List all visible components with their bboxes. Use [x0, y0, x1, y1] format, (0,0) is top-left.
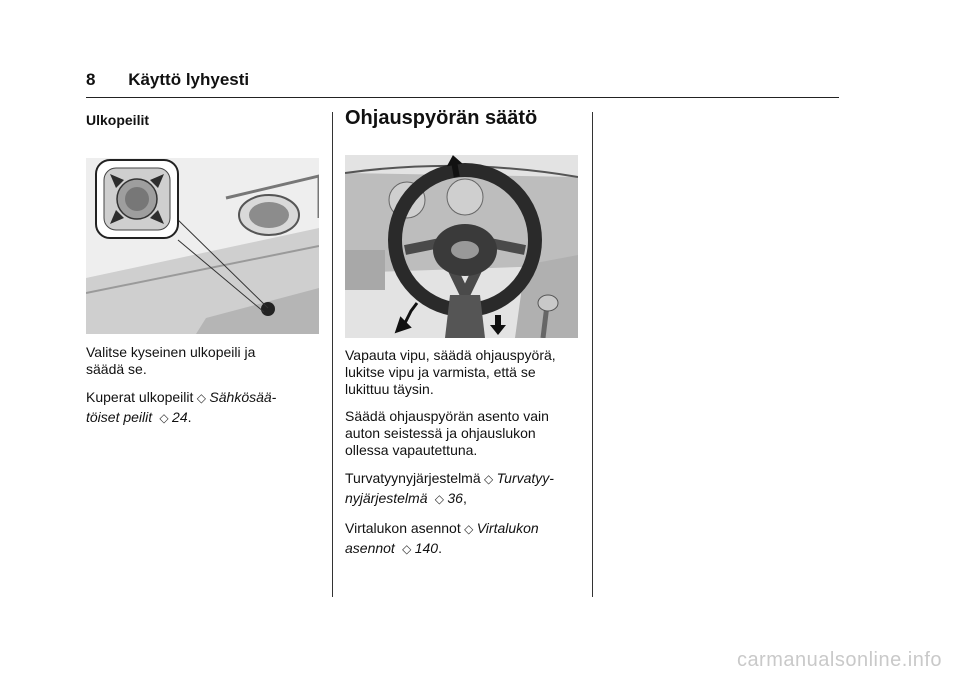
page-header [86, 70, 249, 90]
convex-mirrors-text: Kuperat ulkopeilit [86, 389, 194, 405]
watermark: carmanualsonline.info [736, 649, 942, 671]
airbag-paragraph [345, 469, 585, 509]
link-power-mirrors[interactable]: Sähkösää- töiset peilit [86, 389, 277, 425]
reference-diamond-icon: ◇ [434, 492, 444, 506]
reference-diamond-icon: ◇ [159, 411, 169, 425]
left-column [86, 112, 321, 129]
airbag-text: Turvatyynyjärjestelmä [345, 470, 481, 486]
page-ref-36[interactable]: 36 [447, 490, 463, 506]
reference-diamond-icon: ◇ [464, 522, 474, 536]
reference-diamond-icon: ◇ [196, 391, 207, 405]
page-number: 8 [86, 70, 96, 89]
mirror-illustration [86, 158, 319, 334]
mirrors-instruction: Valitse kyseinen ulkopeili ja säädä se. [86, 344, 256, 377]
header-rule [86, 97, 839, 98]
page-title: Käyttö lyhyesti [128, 70, 250, 89]
punctuation: . [187, 409, 192, 425]
ignition-text: Virtalukon asennot [345, 520, 461, 536]
page-ref-24[interactable]: 24 [172, 409, 188, 425]
page-ref-140[interactable]: 140 [414, 540, 439, 556]
punctuation: , [462, 490, 467, 506]
steering-instruction: Vapauta vipu, säädä ohjauspyörä, lukitse vipu ja varmista, että se lukittuu täysin. [345, 347, 556, 397]
middle-column-text [345, 347, 585, 569]
link-ignition-positions[interactable]: Virtalukon asennot [345, 520, 539, 556]
ignition-paragraph [345, 519, 585, 559]
column-divider-left [332, 112, 333, 597]
mirror-figure [86, 158, 319, 334]
convex-mirrors-paragraph [86, 388, 321, 428]
steering-caution: Säädä ohjauspyörän asento vain auton seistessä ja ohjauslukon ollessa vapautettuna. [345, 408, 549, 458]
column-divider-right [592, 112, 593, 597]
steering-figure [345, 155, 578, 338]
left-column-text [86, 344, 321, 438]
punctuation: . [438, 540, 442, 556]
middle-column [345, 107, 585, 129]
reference-diamond-icon: ◇ [484, 472, 494, 486]
steering-illustration [345, 155, 578, 338]
section-heading-steering: Ohjauspyörän säätö [345, 107, 538, 129]
reference-diamond-icon: ◇ [402, 542, 412, 556]
link-airbag-system[interactable]: Turvatyy- nyjärjestelmä [345, 470, 554, 506]
section-heading-mirrors: Ulkopeilit [86, 112, 150, 128]
